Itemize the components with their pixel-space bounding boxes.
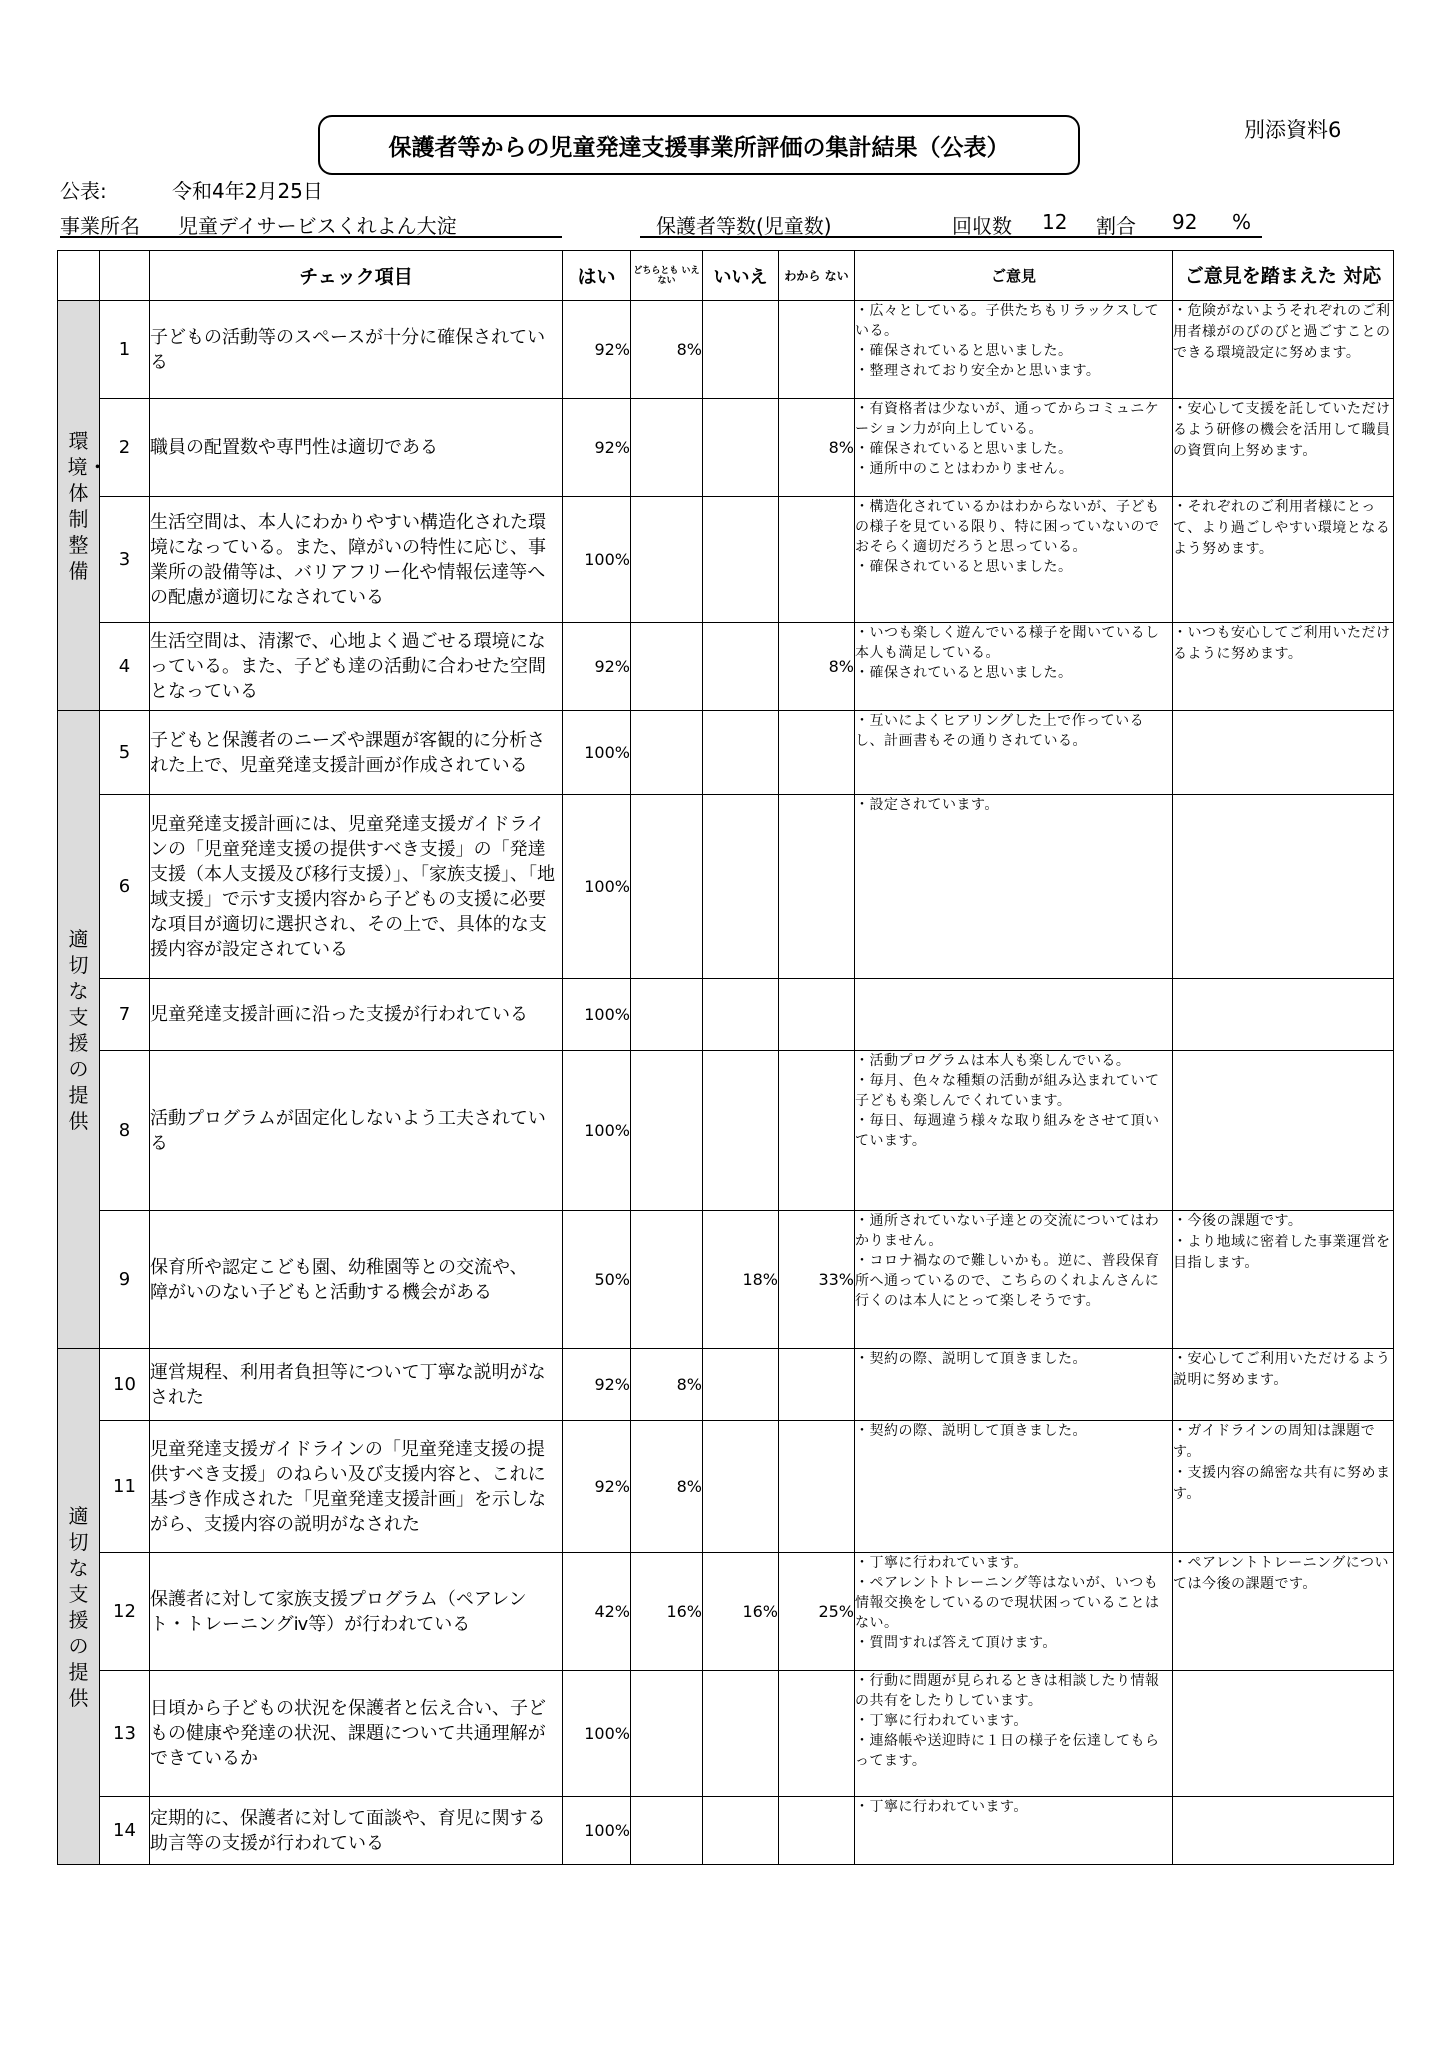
page-title [318, 115, 1080, 175]
collected-count: 12 [1042, 210, 1068, 234]
pct-neither [631, 979, 703, 1051]
pct-neither [631, 711, 703, 795]
office-name: 児童デイサービスくれよん大淀 [178, 214, 457, 238]
pct-unknown [779, 497, 855, 623]
table-row [58, 1421, 1394, 1553]
response-text: ・今後の課題です。 ・より地域に密着した事業運営を目指します。 [1173, 1211, 1394, 1349]
pct-unknown [779, 979, 855, 1051]
pct-no: 18% [703, 1211, 779, 1349]
row-number: 11 [100, 1421, 150, 1553]
table-row [58, 1051, 1394, 1211]
opinion-text: ・行動に問題が見られるときは相談したり情報の共有をしたりしています。 ・丁寧に行われています。 ・連絡帳や送迎時に１日の様子を伝達してもらってます。 [855, 1671, 1173, 1797]
row-number: 7 [100, 979, 150, 1051]
pct-neither: 8% [631, 1421, 703, 1553]
pct-neither [631, 795, 703, 979]
pct-neither [631, 497, 703, 623]
opinion-text: ・丁寧に行われています。 ・ペアレントトレーニング等はないが、いつも情報交換をしているので現状困っていることはない。 ・質問すれば答えて頂けます。 [855, 1553, 1173, 1671]
pct-no [703, 1421, 779, 1553]
response-text: ・ガイドラインの周知は課題です。 ・支援内容の綿密な共有に努めます。 [1173, 1421, 1394, 1553]
title-text: 保護者等からの児童発達支援事業所評価の集計結果（公表） [388, 134, 1010, 161]
row-number: 9 [100, 1211, 150, 1349]
pct-neither: 16% [631, 1553, 703, 1671]
pct-no: 16% [703, 1553, 779, 1671]
response-text [1173, 1051, 1394, 1211]
row-number: 1 [100, 301, 150, 399]
response-text [1173, 1797, 1394, 1865]
pct-yes: 92% [563, 623, 631, 711]
office-label: 事業所名 [60, 214, 140, 238]
opinion-text: ・契約の際、説明して頂きました。 [855, 1421, 1173, 1553]
check-item-text: 保育所や認定こども園、幼稚園等との交流や、 障がいのない子どもと活動する機会がある [150, 1211, 563, 1349]
pct-neither: 8% [631, 301, 703, 399]
pct-yes: 92% [563, 1421, 631, 1553]
pct-no [703, 711, 779, 795]
ratio-unit: % [1232, 210, 1252, 234]
pct-neither [631, 1671, 703, 1797]
table-row [58, 1349, 1394, 1421]
opinion-text: ・広々としている。子供たちもリラックスしている。 ・確保されていると思いました。 ・整理されており安全かと思います。 [855, 301, 1173, 399]
opinion-text: ・通所されていない子達との交流についてはわかりません。 ・コロナ禍なので難しいかも。逆に、普段保育所へ通っているので、こちらのくれよんさんに行くのは本人にとって楽しそうです。 [855, 1211, 1173, 1349]
pct-no [703, 301, 779, 399]
pct-yes: 50% [563, 1211, 631, 1349]
guardians-label: 保護者等数(児童数) [656, 214, 832, 238]
pct-no [703, 1349, 779, 1421]
pct-unknown: 8% [779, 623, 855, 711]
publication-label: 公表: [60, 179, 107, 203]
pct-unknown [779, 1797, 855, 1865]
row-number: 6 [100, 795, 150, 979]
evaluation-table [57, 250, 1394, 1865]
row-number: 3 [100, 497, 150, 623]
pct-neither [631, 1797, 703, 1865]
pct-yes: 100% [563, 497, 631, 623]
response-text: ・それぞれのご利用者様にとって、より過ごしやすい環境となるよう努めます。 [1173, 497, 1394, 623]
opinion-text: ・有資格者は少ないが、通ってからコミュニケーション力が向上している。 ・確保されていると思いました。 ・通所中のことはわかりません。 [855, 399, 1173, 497]
table-row [58, 1671, 1394, 1797]
pct-unknown [779, 1349, 855, 1421]
check-item-text: 生活空間は、本人にわかりやすい構造化された環境になっている。また、障がいの特性に応じ、事業所の設備等は、バリアフリー化や情報伝達等への配慮が適切になされている [150, 497, 563, 623]
row-number: 14 [100, 1797, 150, 1865]
check-item-text: 活動プログラムが固定化しないよう工夫されている [150, 1051, 563, 1211]
row-number: 13 [100, 1671, 150, 1797]
col-unknown: わから ない [779, 251, 855, 301]
check-item-text: 児童発達支援計画には、児童発達支援ガイドラインの「児童発達支援の提供すべき支援」の「発達支援（本人支援及び移行支援）」、「家族支援」、「地域支援」で示す支援内容から子どもの支援に必要な項目が適切に選択され、その上で、具体的な支援内容が設定されている [150, 795, 563, 979]
header-blank-number [100, 251, 150, 301]
opinion-text: ・構造化されているかはわからないが、子どもの様子を見ている限り、特に困っていないのでおそらく適切だろうと思っている。 ・確保されていると思いました。 [855, 497, 1173, 623]
check-item-text: 保護者に対して家族支援プログラム（ペアレント・トレーニングⅳ等）が行われている [150, 1553, 563, 1671]
opinion-text: ・いつも楽しく遊んでいる様子を聞いているし本人も満足している。 ・確保されていると思いました。 [855, 623, 1173, 711]
table-row [58, 1797, 1394, 1865]
response-text [1173, 711, 1394, 795]
pct-unknown [779, 1671, 855, 1797]
category-label: 適切な支援の提供 [68, 926, 89, 1133]
opinion-text: ・互いによくヒアリングした上で作っているし、計画書もその通りされている。 [855, 711, 1173, 795]
pct-yes: 100% [563, 1797, 631, 1865]
pct-unknown: 33% [779, 1211, 855, 1349]
col-neither: どちらとも いえない [631, 251, 703, 301]
row-number: 12 [100, 1553, 150, 1671]
opinion-text [855, 979, 1173, 1051]
table-row [58, 1211, 1394, 1349]
check-item-text: 子どもの活動等のスペースが十分に確保されている [150, 301, 563, 399]
pct-yes: 100% [563, 979, 631, 1051]
col-response: ご意見を踏まえた 対応 [1173, 251, 1394, 301]
table-row [58, 623, 1394, 711]
response-text [1173, 1671, 1394, 1797]
category-cell [58, 711, 100, 1349]
pct-unknown [779, 795, 855, 979]
pct-neither [631, 1051, 703, 1211]
table-row [58, 711, 1394, 795]
pct-neither: 8% [631, 1349, 703, 1421]
opinion-text: ・活動プログラムは本人も楽しんでいる。 ・毎月、色々な種類の活動が組み込まれていて子どもも楽しんでくれています。 ・毎日、毎週違う様々な取り組みをさせて頂いています。 [855, 1051, 1173, 1211]
col-opinions: ご意見 [855, 251, 1173, 301]
response-text: ・ペアレントトレーニングについては今後の課題です。 [1173, 1553, 1394, 1671]
response-text [1173, 979, 1394, 1051]
table-row [58, 795, 1394, 979]
pct-yes: 92% [563, 399, 631, 497]
pct-unknown: 8% [779, 399, 855, 497]
ratio-label: 割合 [1096, 214, 1136, 238]
publication-row [60, 175, 323, 204]
check-item-text: 児童発達支援ガイドラインの「児童発達支援の提供すべき支援」のねらい及び支援内容と、これに基づき作成された「児童発達支援計画」を示しながら、支援内容の説明がなされた [150, 1421, 563, 1553]
col-check-item: チェック項目 [150, 251, 563, 301]
pct-no [703, 1797, 779, 1865]
check-item-text: 生活空間は、清潔で、心地よく過ごせる環境になっている。また、子ども達の活動に合わせた空間となっている [150, 623, 563, 711]
category-cell [58, 1349, 100, 1865]
pct-no [703, 623, 779, 711]
pct-yes: 92% [563, 1349, 631, 1421]
pct-unknown [779, 1421, 855, 1553]
check-item-text: 子どもと保護者のニーズや課題が客観的に分析された上で、児童発達支援計画が作成されている [150, 711, 563, 795]
row-number: 10 [100, 1349, 150, 1421]
counts-underline [640, 236, 1262, 238]
ratio-value: 92 [1172, 210, 1198, 234]
category-cell [58, 301, 108, 711]
response-text: ・安心して支援を託していただけるよう研修の機会を活用して職員の資質向上努めます。 [1173, 399, 1394, 497]
response-text [1173, 795, 1394, 979]
pct-unknown [779, 711, 855, 795]
col-no: いいえ [703, 251, 779, 301]
pct-neither [631, 1211, 703, 1349]
pct-no [703, 979, 779, 1051]
pct-unknown: 25% [779, 1553, 855, 1671]
table-row [58, 979, 1394, 1051]
check-item-text: 児童発達支援計画に沿った支援が行われている [150, 979, 563, 1051]
opinion-text: ・丁寧に行われています。 [855, 1797, 1173, 1865]
table-row [58, 497, 1394, 623]
pct-yes: 42% [563, 1553, 631, 1671]
response-text: ・いつも安心してご利用いただけるように努めます。 [1173, 623, 1394, 711]
pct-yes: 100% [563, 1051, 631, 1211]
pct-neither [631, 399, 703, 497]
office-underline [60, 236, 562, 238]
header-blank-category [58, 251, 100, 301]
pct-unknown [779, 301, 855, 399]
publication-date: 令和4年2月25日 [172, 179, 323, 203]
table-body [58, 301, 1394, 1865]
check-item-text: 定期的に、保護者に対して面談や、育児に関する助言等の支援が行われている [150, 1797, 563, 1865]
collected-label: 回収数 [952, 214, 1012, 238]
pct-neither [631, 623, 703, 711]
row-number: 5 [100, 711, 150, 795]
opinion-text: ・契約の際、説明して頂きました。 [855, 1349, 1173, 1421]
pct-no [703, 399, 779, 497]
pct-yes: 100% [563, 795, 631, 979]
check-item-text: 日頃から子どもの状況を保護者と伝え合い、子どもの健康や発達の状況、課題について共通理解ができているか [150, 1671, 563, 1797]
row-number: 8 [100, 1051, 150, 1211]
pct-unknown [779, 1051, 855, 1211]
table-header-row [58, 251, 1394, 301]
pct-no [703, 1051, 779, 1211]
check-item-text: 運営規程、利用者負担等について丁寧な説明がなされた [150, 1349, 563, 1421]
pct-no [703, 795, 779, 979]
opinion-text: ・設定されています。 [855, 795, 1173, 979]
category-label: 環境・体制整備 [67, 428, 108, 583]
response-text: ・安心してご利用いただけるよう説明に努めます。 [1173, 1349, 1394, 1421]
row-number: 2 [100, 399, 150, 497]
table-row [58, 1553, 1394, 1671]
pct-yes: 92% [563, 301, 631, 399]
table-row [58, 399, 1394, 497]
pct-no [703, 1671, 779, 1797]
attachment-label: 別添資料6 [1244, 118, 1342, 142]
col-yes: はい [563, 251, 631, 301]
pct-yes: 100% [563, 711, 631, 795]
pct-no [703, 497, 779, 623]
response-text: ・危険がないようそれぞれのご利用者様がのびのびと過ごすことのできる環境設定に努めます。 [1173, 301, 1394, 399]
category-label: 適切な支援の提供 [68, 1503, 89, 1710]
row-number: 4 [100, 623, 150, 711]
table-row [58, 301, 1394, 399]
pct-yes: 100% [563, 1671, 631, 1797]
check-item-text: 職員の配置数や専門性は適切である [150, 399, 563, 497]
